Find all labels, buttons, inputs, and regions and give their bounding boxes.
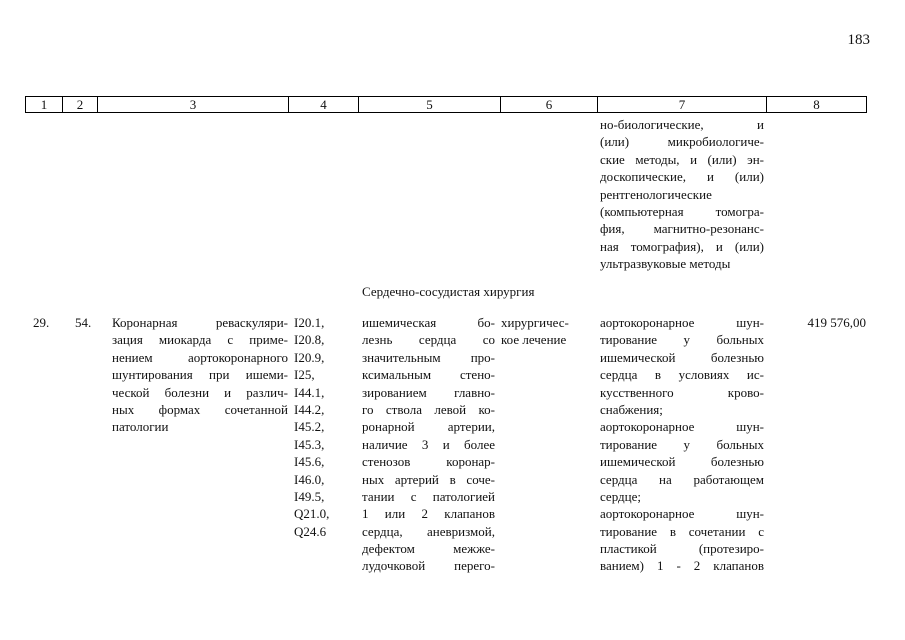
text-line: го ствола левой ко- bbox=[362, 401, 495, 417]
text-line: 1 или 2 клапанов bbox=[362, 506, 495, 522]
text-line: тирование в сочетании с bbox=[600, 523, 764, 539]
text-line: тирование у больных bbox=[600, 436, 764, 452]
text-line: ных артерий в соче- bbox=[362, 471, 495, 487]
text-line: тании с патологией bbox=[362, 488, 495, 504]
text-line: ксимальным стено- bbox=[362, 367, 495, 383]
text-line: ские методы, и (или) эн- bbox=[600, 151, 764, 167]
text-line: пластикой (протезиро- bbox=[600, 541, 764, 557]
icd-code: Q24.6 bbox=[294, 523, 327, 539]
text-line: сердца, аневризмой, bbox=[362, 523, 495, 539]
text-line: патологии bbox=[112, 419, 169, 435]
text-line: зация миокарда с приме- bbox=[112, 332, 288, 348]
treatment-methods-cell bbox=[600, 314, 764, 575]
text-line: значительным про- bbox=[362, 349, 495, 365]
text-line: сердца в условиях ис- bbox=[600, 367, 764, 383]
section-title: Сердечно-сосудистая хирургия bbox=[362, 284, 535, 299]
text-line: (или) микробиологиче- bbox=[600, 134, 764, 150]
icd-code: I49.5, bbox=[294, 488, 325, 504]
text-line: сердца на работающем bbox=[600, 471, 764, 487]
icd-code: I20.9, bbox=[294, 349, 325, 365]
icd-code: I46.0, bbox=[294, 471, 325, 487]
icd-code: I44.2, bbox=[294, 401, 325, 417]
text-line: зированием главно- bbox=[362, 384, 495, 400]
text-line: ишемической болезнью bbox=[600, 454, 764, 470]
text-line: снабжения; bbox=[600, 401, 663, 417]
text-line: аортокоронарное шун- bbox=[600, 506, 764, 522]
header-col-5: 5 bbox=[359, 97, 501, 113]
icd-code: Q21.0, bbox=[294, 506, 330, 522]
text-line: тирование у больных bbox=[600, 332, 764, 348]
text-line: ная томография), и (или) bbox=[600, 238, 764, 254]
header-col-2: 2 bbox=[63, 97, 98, 113]
icd-code: I20.1, bbox=[294, 315, 325, 330]
text-line: кусственного крово- bbox=[600, 384, 764, 400]
text-line: нением аортокоронарного bbox=[112, 349, 288, 365]
text-line: сердце; bbox=[600, 488, 641, 504]
text-line: ультразвуковые методы bbox=[600, 256, 731, 272]
icd-code: I44.1, bbox=[294, 384, 325, 400]
header-col-1: 1 bbox=[26, 97, 63, 113]
text-line: ронарной артерии, bbox=[362, 419, 495, 435]
cost-value: 419 576,00 bbox=[807, 315, 866, 330]
care-type-cell bbox=[112, 314, 288, 436]
text-line: лезнь сердца со bbox=[362, 332, 495, 348]
icd-code: I25, bbox=[294, 367, 315, 383]
row-number-text: 29. bbox=[33, 315, 50, 330]
item-number bbox=[75, 314, 99, 331]
text-line: стенозов коронар- bbox=[362, 454, 495, 470]
text-line: но-биологические, и bbox=[600, 117, 764, 132]
cost-cell bbox=[770, 314, 866, 331]
header-col-6: 6 bbox=[501, 97, 598, 113]
icd-codes-cell bbox=[294, 314, 344, 540]
text-line: ванием) 1 - 2 клапанов bbox=[600, 558, 764, 574]
item-number-text: 54. bbox=[75, 315, 92, 330]
header-col-4: 4 bbox=[289, 97, 359, 113]
text-line: лудочковой перего- bbox=[362, 558, 495, 574]
icd-code: I45.6, bbox=[294, 454, 325, 470]
text-line: (компьютерная томогра- bbox=[600, 203, 764, 219]
text-line: фия, магнитно-резонанс- bbox=[600, 221, 764, 237]
text-line: хирургичес- bbox=[501, 315, 569, 330]
row-number bbox=[33, 314, 57, 331]
text-line: аортокоронарное шун- bbox=[600, 419, 764, 435]
text-line: наличие 3 и более bbox=[362, 436, 495, 452]
page-number: 183 bbox=[847, 32, 870, 48]
header-col-7: 7 bbox=[598, 97, 767, 113]
continuation-methods-cell bbox=[600, 116, 764, 273]
text-line: дефектом межже- bbox=[362, 541, 495, 557]
text-line: ческой болезни и различ- bbox=[112, 384, 288, 400]
header-col-3: 3 bbox=[98, 97, 289, 113]
icd-code: I45.2, bbox=[294, 419, 325, 435]
column-header-row bbox=[25, 96, 867, 113]
patient-model-cell bbox=[362, 314, 495, 575]
text-line: Коронарная реваскуляри- bbox=[112, 315, 288, 330]
icd-code: I45.3, bbox=[294, 436, 325, 452]
text-line: ных формах сочетанной bbox=[112, 401, 288, 417]
icd-code: I20.8, bbox=[294, 332, 325, 348]
text-line: доскопические, и (или) bbox=[600, 169, 764, 185]
text-line: кое лечение bbox=[501, 332, 567, 348]
header-col-8: 8 bbox=[767, 97, 867, 113]
text-line: рентгенологические bbox=[600, 186, 712, 202]
text-line: ишемическая бо- bbox=[362, 315, 495, 330]
text-line: ишемической болезнью bbox=[600, 349, 764, 365]
text-line: аортокоронарное шун- bbox=[600, 315, 764, 330]
text-line: шунтирования при ишеми- bbox=[112, 367, 288, 383]
treatment-type-cell bbox=[501, 314, 591, 349]
